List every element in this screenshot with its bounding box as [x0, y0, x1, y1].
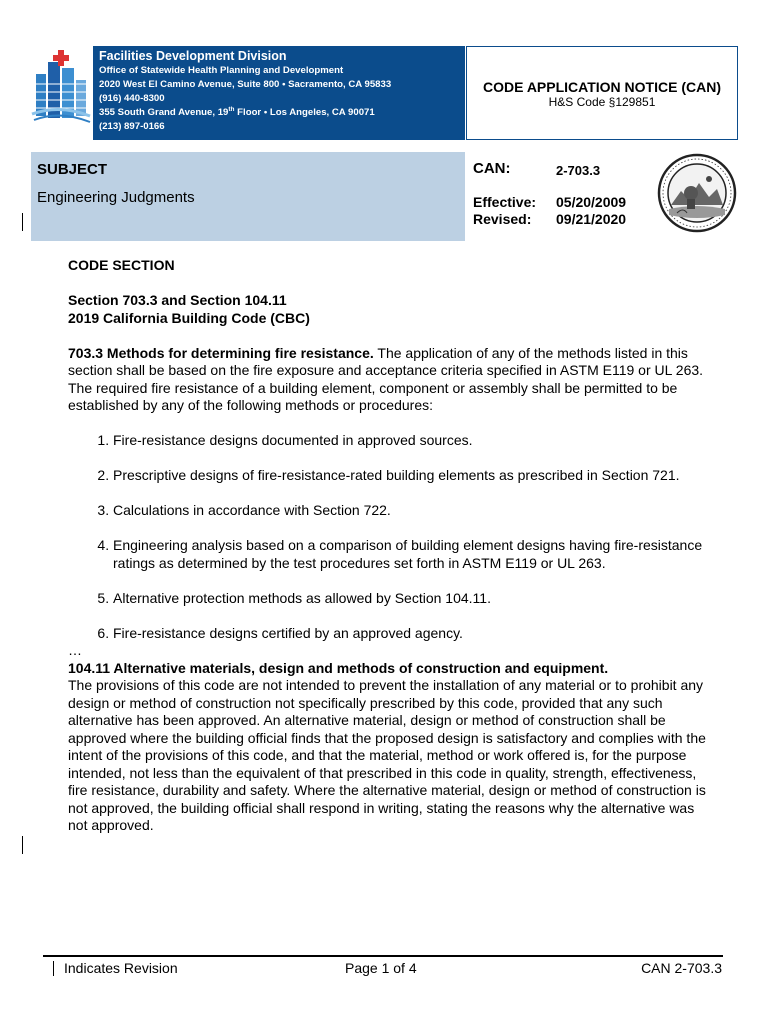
list-item: 4. Engineering analysis based on a comparison of building element designs having fire-resistance ratings as determined by the test procedures set forth in ASTM E119 or UL 263.	[113, 537, 708, 572]
ellipsis: …	[68, 642, 82, 658]
list-item: 1. Fire-resistance designs documented in approved sources.	[113, 432, 708, 450]
methods-list	[68, 432, 708, 642]
document-body	[68, 257, 708, 835]
notice-title: CODE APPLICATION NOTICE (CAN)	[483, 79, 721, 95]
section-reference: Section 703.3 and Section 104.11	[68, 292, 287, 308]
section-703-3-title: 703.3 Methods for determining fire resistance.	[68, 344, 374, 361]
revision-bar	[22, 836, 23, 854]
revision-legend: Indicates Revision	[64, 960, 178, 976]
office-name: Office of Statewide Health Planning and Development	[99, 65, 344, 76]
california-state-seal	[657, 153, 737, 233]
page-number: Page 1 of 4	[345, 960, 417, 976]
los-angeles-address	[99, 106, 465, 120]
revision-bar	[22, 213, 23, 231]
document-id: CAN 2-703.3	[641, 960, 722, 976]
section-703-3-paragraph	[68, 345, 708, 415]
list-item: 2. Prescriptive designs of fire-resistance-rated building elements as prescribed in Section 721.	[113, 467, 708, 485]
hs-code: H&S Code §129851	[548, 95, 656, 109]
can-number: 2-703.3	[556, 163, 601, 178]
code-section-heading: CODE SECTION	[68, 257, 175, 273]
list-item: 3. Calculations in accordance with Section 722.	[113, 502, 708, 520]
la-address-street: 355 South Grand Avenue, 19	[99, 107, 229, 118]
sacramento-phone: (916) 440-8300	[99, 93, 165, 104]
section-104-11-paragraph	[68, 660, 708, 835]
footer-rule	[43, 955, 723, 957]
can-label: CAN:	[473, 160, 511, 177]
section-703-3-text: The application of any of the methods listed in this section shall be based on the fire exposure and acceptance criteria specified in ASTM E119 or UL 263. The required fire resistance of a building element, component or assembly shall be permitted to be established by any of the following methods or procedures:	[68, 344, 704, 413]
subject-label: SUBJECT	[37, 161, 108, 178]
los-angeles-phone: (213) 897-0166	[99, 121, 165, 132]
la-address-ordinal: th	[228, 105, 235, 113]
subject-text: Engineering Judgments	[37, 189, 195, 206]
list-item: 5. Alternative protection methods as allowed by Section 104.11.	[113, 590, 708, 608]
notice-title-box	[466, 46, 738, 140]
sacramento-address: 2020 West El Camino Avenue, Suite 800 • Sacramento, CA 95833	[99, 79, 392, 90]
revision-legend-bar	[53, 961, 54, 976]
effective-date: 05/20/2009	[556, 194, 627, 210]
revised-label: Revised:	[473, 211, 532, 227]
division-title: Facilities Development Division	[99, 49, 287, 63]
revised-date: 09/21/2020	[556, 211, 627, 227]
section-104-11-title: 104.11 Alternative materials, design and methods of construction and equipment.	[68, 659, 609, 676]
oshpd-logo	[30, 44, 92, 126]
division-info-box	[93, 46, 465, 140]
effective-label: Effective:	[473, 194, 537, 210]
subject-box	[31, 152, 465, 241]
la-address-city: Floor • Los Angeles, CA 90071	[234, 107, 375, 118]
section-104-11-text: The provisions of this code are not intended to prevent the installation of any material or to prohibit any design or method of construction not specifically prescribed by this code, provided that any such alternative has been approved. An alternative material, design or method of construction shall be approved where the building official finds that the proposed design is satisfactory and complies with the intent of the provisions of this code, and that the material, method or work offered is, for the purpose intended, not less than the equivalent of that prescribed in this code in quality, strength, effectiveness, fire resistance, durability and safety. Where the alternative material, design or method of construction is not approved, the building official shall respond in writing, stating the reasons why the alternative was not approved.	[68, 677, 706, 833]
code-edition: 2019 California Building Code (CBC)	[68, 309, 310, 326]
list-item: 6. Fire-resistance designs certified by an approved agency.	[113, 625, 708, 643]
